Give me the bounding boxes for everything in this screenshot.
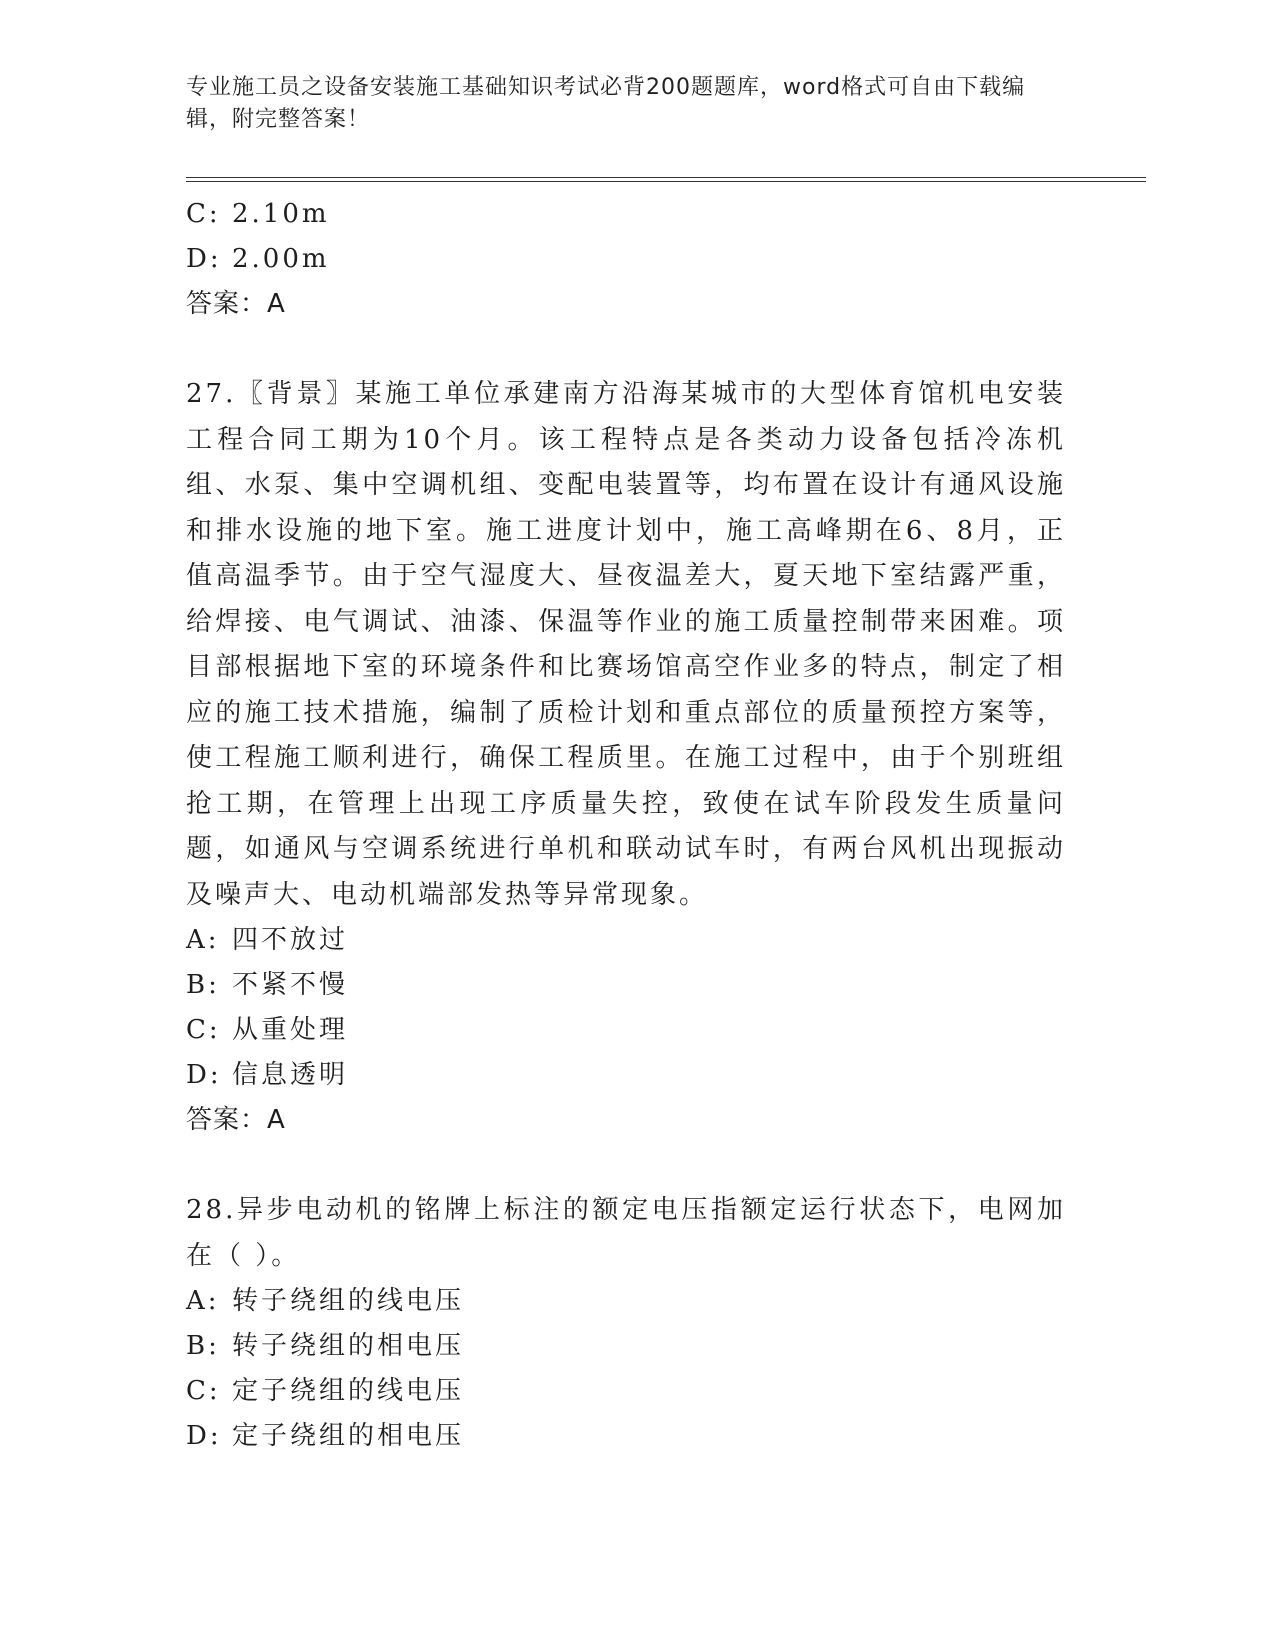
option-letter: D: <box>186 244 222 274</box>
option-letter: C: <box>186 1376 221 1406</box>
option-text: 从重处理 <box>232 1015 349 1045</box>
option-c <box>186 192 1066 237</box>
option-letter: C: <box>186 199 221 229</box>
header-title: 专业施工员之设备安装施工基础知识考试必背200题题库，word格式可自由下载编辑，附完整答案！ <box>186 75 1026 132</box>
question-27-text: 27.〖背景〗某施工单位承建南方沿海某城市的大型体育馆机电安装工程合同工期为10个月。该工程特点是各类动力设备包括冷冻机组、水泵、集中空调机组、变配电装置等，均布置在设计有通风设施和排水设施的地下室。施工进度计划中，施工高峰期在6、8月，正值高温季节。由于空气湿度大、昼夜温差大，夏天地下室结露严重，给焊接、电气调试、油漆、保温等作业的施工质量控制带来困难。项目部根据地下室的环境条件和比赛场馆高空作业多的特点，制定了相应的施工技术措施，编制了质检计划和重点部位的质量预控方案等，使工程施工顺利进行，确保工程质里。在施工过程中，由于个别班组抢工期，在管理上出现工序质量失控，致使在试车阶段发生质量问题，如通风与空调系统进行单机和联动试车时，有两台风机出现振动及噪声大、电动机端部发热等异常现象。 <box>186 379 1066 910</box>
option-text: 转子绕组的相电压 <box>232 1331 465 1361</box>
option-b <box>186 963 1066 1008</box>
question-28-text: 28.异步电动机的铭牌上标注的额定电压指额定运行状态下，电网加在（ ）。 <box>186 1195 1066 1271</box>
option-text: 2.00m <box>232 244 330 274</box>
option-d <box>186 1053 1066 1098</box>
option-text: 转子绕组的线电压 <box>232 1286 465 1316</box>
document-body <box>186 192 1066 1459</box>
option-a <box>186 918 1066 963</box>
option-text: 不紧不慢 <box>232 970 349 1000</box>
header-divider-bottom <box>186 181 1146 182</box>
spacer <box>186 327 1066 372</box>
option-d <box>186 237 1066 282</box>
document-header <box>186 72 1066 136</box>
option-letter: D: <box>186 1060 222 1090</box>
option-text: 定子绕组的相电压 <box>232 1421 465 1451</box>
option-letter: B: <box>186 1331 220 1361</box>
answer-line: 答案：A <box>186 289 286 319</box>
option-text: 信息透明 <box>232 1060 349 1090</box>
header-divider-top <box>186 177 1146 178</box>
option-letter: A: <box>186 1286 220 1316</box>
option-b <box>186 1324 1066 1369</box>
option-text: 四不放过 <box>232 925 349 955</box>
option-c <box>186 1369 1066 1414</box>
option-d <box>186 1414 1066 1459</box>
option-text: 定子绕组的线电压 <box>232 1376 465 1406</box>
option-letter: B: <box>186 970 220 1000</box>
option-letter: C: <box>186 1015 221 1045</box>
option-letter: A: <box>186 925 220 955</box>
option-text: 2.10m <box>232 199 330 229</box>
option-a <box>186 1279 1066 1324</box>
spacer <box>186 1143 1066 1188</box>
option-letter: D: <box>186 1421 222 1451</box>
option-c <box>186 1008 1066 1053</box>
answer-line: 答案：A <box>186 1105 286 1135</box>
